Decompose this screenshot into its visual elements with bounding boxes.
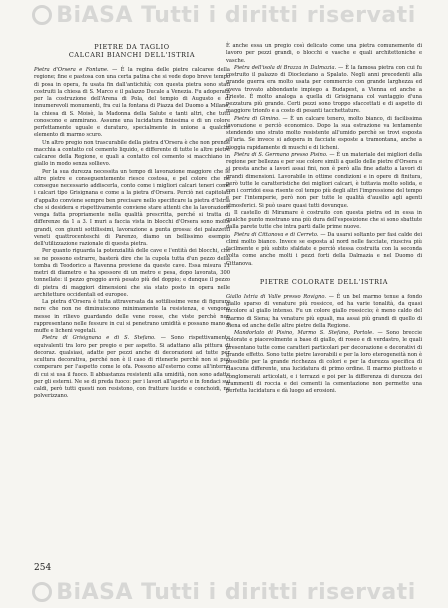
paragraph bbox=[34, 67, 230, 140]
paragraph: È anche essa un pregio così delicato come una pietra comunemente di lavoro per pezzi grandi, o blocchi e vasche e quali architettoniche e vasche. bbox=[226, 43, 422, 64]
section-subtitle: CALCARI BIANCHI DELL'ISTRIA bbox=[68, 51, 196, 59]
paragraph-text: — È la famosa pietra con cui fu costruito il palazzo di Diocleziano a Spalato. Negli anni precedenti alla grande guerra era molto usata per commercio con grande larghezza ed aveva trovato abbondante impiego a Budapest, a Vienna ed anche a Trieste. È molto analoga a quella di Grisignana col vantaggio d'una pezzatura più grande. Certi pezzi sono troppo sfaccettati e di aspetto di maggiore trionfo e a costo di pesanti tacchettature. bbox=[226, 64, 422, 115]
paragraph-text: — È un materiale dei migliori della regione per bellezza e per sue colore simili a quello delle pietre d'Orsera e si presta anche a lavori assai fini, non è però alla fine adatto a lavori di grandi dimensioni. Lavorabile in ottime condizioni e in opere di finitura, però tutte le caratteristiche dei migliori calcari, è tuttavia molto solida, e con i corridoi essa risente col tempo più degli altri l'impressione del tempo e per l'intemperie, però non per tutte le qualità d'ausilio agli agenti atmosferici. Si può usare quasi tutti dovunque. bbox=[226, 151, 422, 209]
paragraph-label: Pietra di S. Germano presso Pisino. bbox=[234, 151, 328, 158]
paragraph-text: — Da usarsi soltanto per fasi calde dei climi molto bianco. Invece se esposta al nord nelle facciate, riusciva più facilmente e più subito sfaldate e perciò stessa costruita con la seconda volta come anche molti i pezzi forti della Dalmazia e nel Duomo di Cittanova. bbox=[226, 231, 422, 267]
paragraph-text: — Sono breccie colorate e piacevolmente a base di giallo, di roseo e di verdastro, le quali presentano tutte come caratteri particolari per decorazione e decorativi di grande effetto. Sono tutte pietre lavorabili e per la loro eterogeneità non è possibile per la grande ricchezza di colori e per la durezza specifica di ciascuna differente, una lucidatura di primo ordine. Il marmo piuttosto e conglomerati articolati, e i terrazzi e poi per la differenza di durezza dei frammenti di roccia e dei cementi la cementazione non permette una perfetta lucidatura e dà luogo ad erosioni. bbox=[226, 330, 422, 394]
paragraph bbox=[226, 65, 422, 116]
paragraph-text: — Sono rispettivamente equivalenti tra loro per pregio e per aspetto. Si adattano alla pittura di decoraz. qualsiasi, adatte per pezzi anche di decorazioni ad tutte per scultura decorativa, perché non è il caso di ritenerle perchè non si può comperare per l'aspetto come le ofa. Possono all'esterno come all'interno di cui si usa il fuoco. Il abbastanza resistenti alla umidità, non sono adatte per gli esterni. Ne se di preda fuoco: per i lavori all'aperto e in fondaci sui caldi, però tutti questi non resistono, con fratture lucide e conchoidi, ne polverizzano. bbox=[34, 335, 230, 400]
paragraph-text: — È un bel marmo tenue a fondo giallo sparso di venature più rossicce, ed ha varie tonalità, da quasi incolore al giallo intenso. Fu un colore giallo rossiccio; è meno caldo del marmo di Siena; ha venature più eguali, ma assai più grandi di quello di Siena ed anche delle altre pietre della Regione. bbox=[226, 293, 423, 329]
paragraph bbox=[226, 294, 422, 330]
paragraph bbox=[34, 335, 230, 400]
paragraph-label: Pietra dell'isola di Brazza in Dalmazia. bbox=[234, 64, 337, 71]
paragraph: Un altro pregio non trascurabile della pietra d'Orsera è che non prende macchia a contatto col cemento liquido, e differente di tutte le altre pietre calcaree della Regione, e quali a contatto col cemento si macchiano in giallo in modo senza sollievo. bbox=[34, 139, 230, 168]
paragraph-label: Pietra di Gimino. bbox=[234, 115, 280, 122]
paragraph: Per la sua durezza necessita un tempo di lavorazione maggiore che le altre pietre e conseguentemente riesce costosa, e pel colore che ne consegue necessario addiscerla, conto come i migliori calcari teneri come i calcari tipo Grisignana e come a la pietra d'Orsera. Perciò nei capitolati d'appalto conviene sempre ben precisare nello specificare la pietra d'Istria che si desidera e rispettivamente conviene stare attenti che la lavorazione venga fatta propriamente nella qualità prescritta, perché si tratta di differenze da 1 a 3. I muri a faccia vista in blocchi d'Orsera sono molto grandi, con giunti sottilissimi, lavorazione a punta grossa: dei palazzetti veneti quattrocenteschi di Parenzo, diamo un bellissimo esempio dell'utilizzazione razionale di questa pietra. bbox=[34, 168, 230, 247]
section-title: PIETRE DA TAGLIO bbox=[94, 43, 170, 51]
paragraph-label: Pietra di Cittanova e di Cerreto. bbox=[234, 231, 319, 238]
left-column bbox=[34, 43, 230, 401]
paragraph bbox=[226, 330, 422, 395]
section-title: PIETRE COLORATE DELL'ISTRIA bbox=[259, 277, 389, 286]
watermark-bottom bbox=[0, 580, 448, 605]
paragraph bbox=[226, 232, 422, 268]
paragraph-label: Pietra d'Orsera e Fontane. bbox=[34, 67, 109, 73]
paragraph-text: — È un calcare tenero, molto bianco, di facilissima lavorazione e perciò economico. Dopo la sua estrazione va lentamente stendendo uno strato molto resistente all'umido perchè se trovi esposta all'aria. Se invece si adopera in facciate esposte a tramontana, anche a pioggia rapidamente di muschi e di licheni. bbox=[226, 115, 422, 151]
biasa-logo-icon bbox=[32, 582, 52, 602]
paragraph bbox=[226, 152, 422, 210]
biasa-logo-icon bbox=[32, 5, 52, 25]
paragraph-label: Giallo Istria di Valle presso Rovigno. bbox=[226, 293, 327, 300]
paragraph-text: — È la regina delle pietre calcaree della regione; fine e pastosa con una certa patina che si vede dopo breve tempo di posa in opera, fu usata fin dall'antichità; con questa pietra sono stati costruiti la chiesa di S. Marco e il palazzo Ducale a Venezia. Fu adoperata per la costruzione dell'Arena di Pola, del tempio di Augusto e di innumerevoli monumenti, fra cui la fontana di Piazza del Duomo a Milano, la chiesa di S. Moisè, la Madonna della Salute e tanti altri, che tutti conoscono e ammirano. Assume una lucidatura finissima e di un colore perfettamente uguale e duraturo, specialmente in unione a qualche elemento di marmo scuro. bbox=[34, 67, 230, 139]
paragraph bbox=[226, 116, 422, 152]
page-number: 254 bbox=[34, 563, 52, 573]
watermark-top-text: BiASA Tutti i diritti riservati bbox=[56, 3, 416, 28]
paragraph-label: Pietra di Grisignana e di S. Stefano. bbox=[42, 335, 156, 342]
paragraph-label: Mandorlato di Pisino, Marmo S. Stefano, Portole. bbox=[234, 330, 374, 336]
paragraph: La pietra d'Orsera è tutta attraversata da sottilissime vene di figurare nere che non ne diminuiscono minimamente la resistenza, e vengono messe in rilievo guardando delle vene rosse, che viste perchè non rappresentano nelle fessure in cui si penetrano umidità e possano mano a muffe e licheni vegetali. bbox=[34, 299, 230, 334]
watermark-top bbox=[0, 3, 448, 28]
paragraph: Il castello di Miramare è costruito con questa pietra ed in essa in qualche punto mostrano una più dura dell'esposizione che si sono sbattute dalla parete tutte che intra parti dalle prime nuove. bbox=[226, 209, 422, 231]
paragraph: Per quanto riguarda la potenzialità delle cave e l'entità dei blocchi, che se ne possono estrarre, basterà dire che la cupola tutta d'un pezzo della tomba di Teodorico a Ravenna proviene da queste cave. Essa misura 11 metri di diametro e ha spessore di un metro e pesa, dopo lavorata, 300 tonnellate: il pezzo greggio avrà pesato più del doppio; e dunque il pezzo di pietra di maggiori dimensioni che sia stato posto in opera nelle architetture occidentali ed europee. bbox=[34, 248, 230, 298]
right-column bbox=[226, 43, 422, 395]
watermark-bottom-text: BiASA Tutti i diritti riservati bbox=[56, 580, 416, 605]
